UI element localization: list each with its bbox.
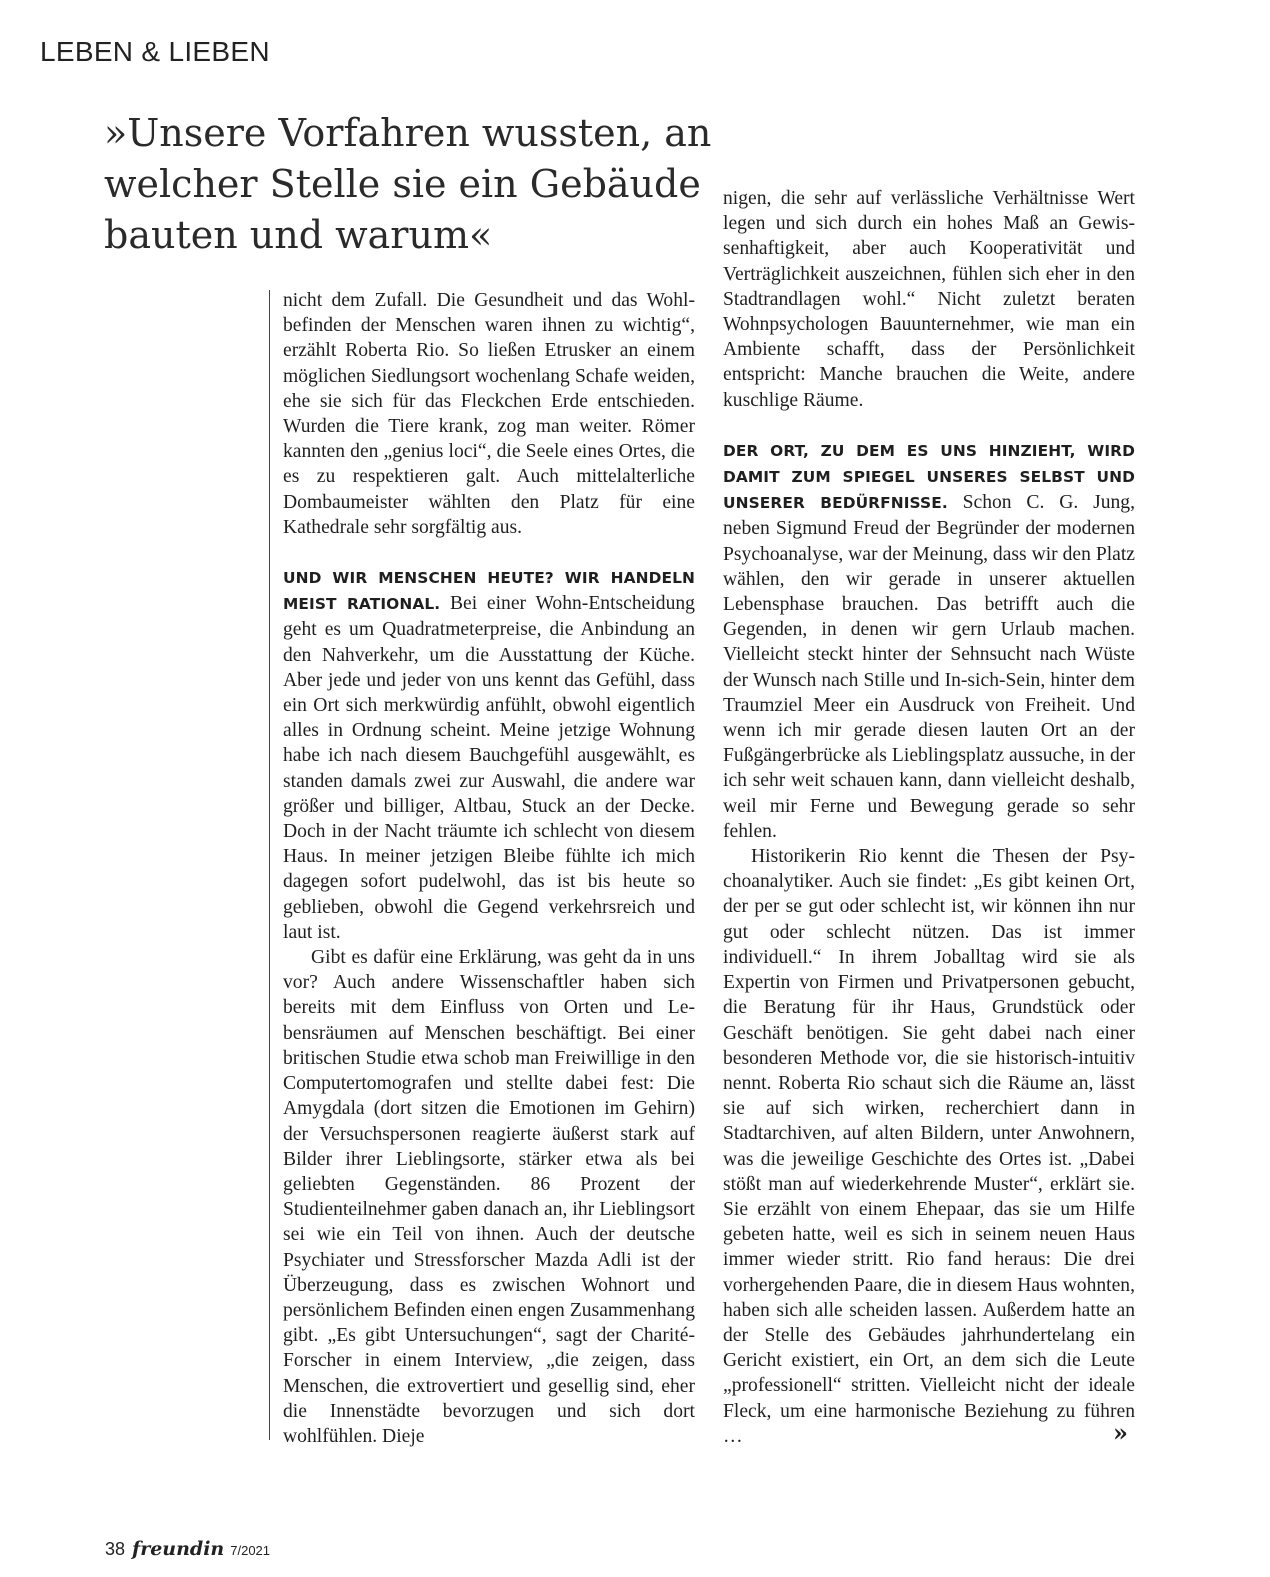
article-column-right: [723, 186, 1135, 1449]
paragraph: Historikerin Rio kennt die Thesen der Psychoanalytiker. Auch sie findet: „Es gibt keinen Ort, der per se gut oder schlecht ist, wir können ihn nur gut oder schlecht nützen. Das ist immer individuell.“ In ihrem Joballtag wird sie als Expertin von Firmen und Privatpersonen gebucht, die Beratung für ihr Haus, Grundstück oder Geschäft benötigen. Sie geht dabei nach einer besonderen Methode vor, die sie historisch-intuitiv nennt. Roberta Rio schaut sich die Räume an, lässt sie auf sich wirken, recherchiert dann in Stadtarchiven, auf alten Bildern, unter Anwohnern, was die jeweilige Geschichte des Ortes ist. „Dabei stößt man auf wiederkehrende Muster“, erklärt sie. Sie erzählt von einem Ehepaar, das sie um Hilfe gebeten hatte, weil es sich in seinem neuen Haus immer wieder stritt. Rio fand heraus: Die drei vorhergehenden Paare, die in diesem Haus wohnten, haben sich alle scheiden lassen. Außerdem hatte an der Stelle des Gebäudes jahrhundertelang ein Gericht existiert, ein Ort, an dem sich die Leute „professionell“ stritten. Vielleicht nicht der ideale Fleck, um eine harmonische Beziehung zu führen …: [723, 846, 1135, 1447]
section-label: LEBEN & LIEBEN: [40, 36, 270, 67]
magazine-logo: freundin: [132, 1538, 225, 1560]
column-rule: [269, 290, 270, 1440]
pull-quote-heading: »Unsere Vorfahren wussten, an welcher Stelle sie ein Gebäude bauten und warum«: [104, 111, 712, 257]
run-in-heading: UND WIR MENSCHEN HEUTE? WIR HANDELN MEIST RATIONAL.: [283, 569, 695, 614]
paragraph: nicht dem Zufall. Die Gesundheit und das Wohlbefinden der Menschen waren ihnen zu wichtig“, erzählt Roberta Rio. So ließen Etrusker an einem möglichen Siedlungsort wochenlang Schafe weiden, ehe sie sich für das Fleckchen Erde entschieden. Wurden die Tiere krank, zog man weiter. Römer kannten den „genius loci“, die Seele eines Ortes, die es zu respektieren galt. Auch mittelalterliche Dombaumeister wählten den Platz für eine Kathedrale sehr sorgfältig aus.: [283, 290, 695, 538]
paragraph-text: Bei einer Wohn-Entscheidung geht es um Quadratmeterpreise, die Anbindung an den Nahverkehr, um die Ausstattung der Küche. Aber jede und jeder von uns kennt das Gefühl, dass ein Ort sich merkwürdig anfühlt, obwohl eigentlich alles in Ordnung scheint. Meine jetzige Wohnung habe ich nach diesem Bauchgefühl ausgewählt, es standen damals zwei zur Auswahl, die andere war größer und billiger, Altbau, Stuck an der Decke. Doch in der Nacht träumte ich schlecht von diesem Haus. In meiner jetzigen Bleibe fühlte ich mich dagegen sofort pudelwohl, das ist bis heute so geblieben, obwohl die Gegend verkehrsreich und laut ist.: [283, 593, 695, 943]
article-column-left: [283, 288, 695, 1449]
page-number: 38: [105, 1539, 126, 1559]
paragraph: Gibt es dafür eine Erklärung, was geht da in uns vor? Auch andere Wissenschaftler haben sich bereits mit dem Einfluss von Orten und Lebensräumen auf Menschen beschäftigt. Bei einer britischen Studie etwa schob man Freiwillige in den Computertomografen und stellte dabei fest: Die Amygdala (dort sitzen die Emotionen im Gehirn) der Versuchspersonen reagierte äußerst stark auf Bilder ihrer Lieblingsorte, stärker etwa als bei geliebten Gegenständen. 86 Prozent der Studienteilnehmer gaben danach an, ihr Lieblingsort sei wie ein Teil von ihnen. Auch der deutsche Psychiater und Stressforscher Mazda Adli ist der Überzeugung, dass es zwischen Wohnort und persönlichem Befinden einen engen Zusammenhang gibt. „Es gibt Untersuchungen“, sagt der Charité-Forscher in einem Interview, „die zeigen, dass Menschen, die extrovertiert und gesellig sind, eher die Innenstädte bevorzugen und sich dort wohlfühlen. Dieje: [283, 947, 695, 1447]
continue-arrow-icon: »: [1113, 1418, 1128, 1447]
paragraph: [283, 565, 695, 945]
run-in-heading: DER ORT, ZU DEM ES UNS HINZIEHT, WIRD DAMIT ZUM SPIEGEL UNSERES SELBST UND UNSERER BEDÜRFNISSE.: [723, 441, 1135, 513]
paragraph: nigen, die sehr auf verlässliche Verhältnisse Wert legen und sich durch ein hohes Maß an Gewissenhaftigkeit, aber auch Kooperativität und Verträglichkeit auszeichnen, fühlen sich eher in den Stadtrandlagen wohl.“ Nicht zuletzt beraten Wohnpsychologen Bauunternehmer, wie man ein Ambiente schafft, dass der Persönlichkeit entspricht: Manche brauchen die Weite, andere kuschlige Räume.: [723, 188, 1135, 411]
paragraph-text: Schon C. G. Jung, neben Sigmund Freud der Begründer der modernen Psychoanalyse, war der Meinung, dass wir den Platz wählen, den wir gerade in unserer aktuellen Lebensphase brauchen. Das betrifft auch die Gegenden, in denen wir gern Urlaub machen. Vielleicht steckt hinter der Sehnsucht nach Wüste der Wunsch nach Stille und In-sich-Sein, hinter dem Traumziel Meer ein Ausdruck von Freiheit. Und wenn ich mir gerade diesen lauten Ort an der Fußgängerbrücke als Lieblingsplatz aussuche, in der ich sehr weit schauen kann, dann vielleicht deshalb, weil mir Ferne und Bewegung gerade so sehr fehlen.: [723, 492, 1135, 842]
issue-number: 7/2021: [230, 1543, 271, 1558]
page-footer: [105, 1538, 270, 1560]
paragraph: [723, 438, 1135, 844]
